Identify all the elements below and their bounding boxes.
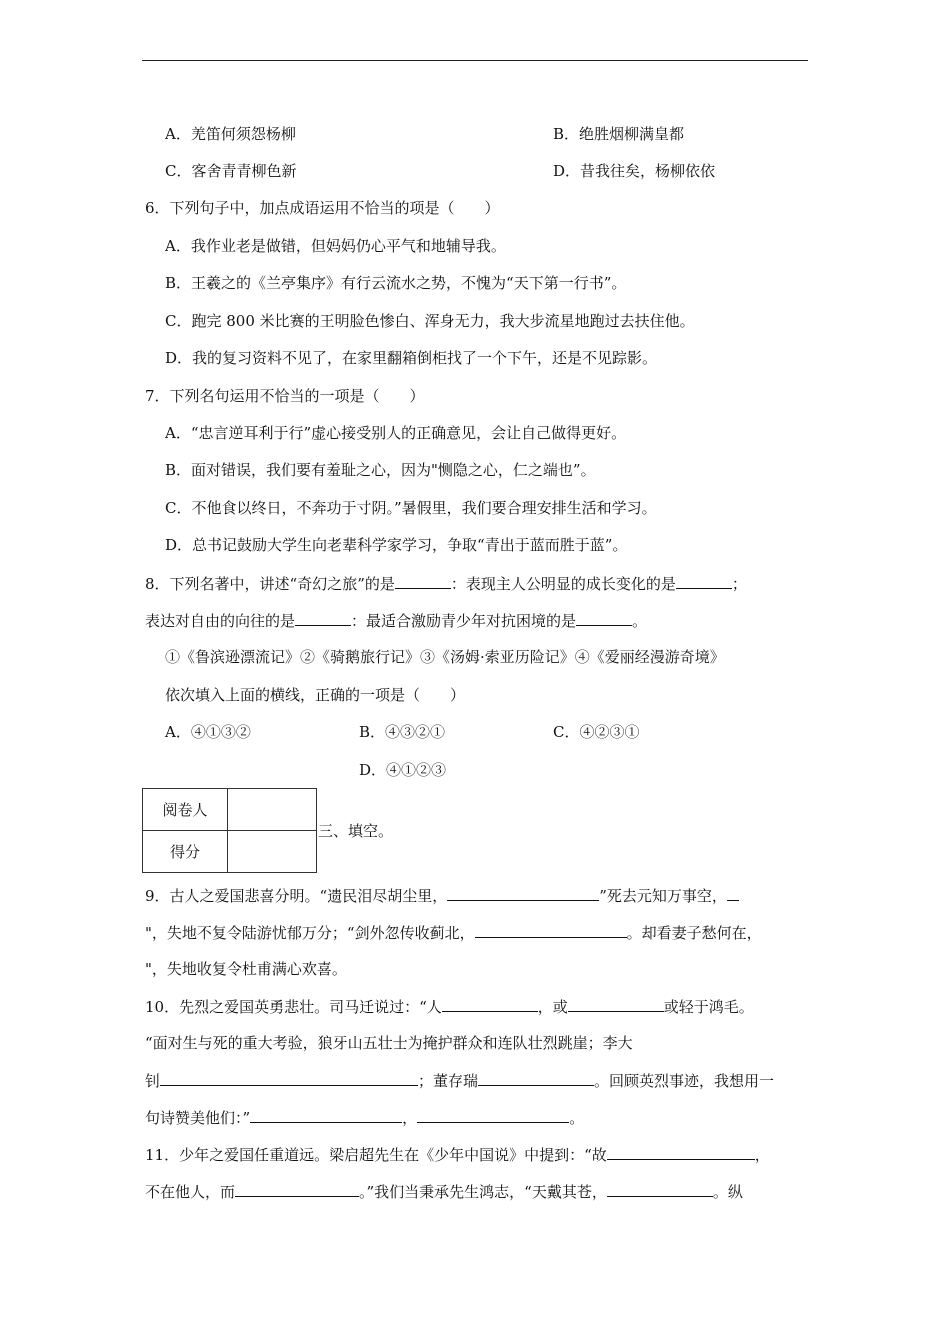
- q7-option-a: A．“忠言逆耳利于行”虚心接受别人的正确意见，会让自己做得更好。: [165, 424, 627, 442]
- q8-blank-2[interactable]: [676, 573, 732, 589]
- q10-line-1: [145, 996, 754, 1017]
- q5-option-a: A．羌笛何须怨杨柳: [165, 125, 296, 143]
- q10-blank-1[interactable]: [442, 996, 538, 1012]
- q8-books: ①《鲁滨逊漂流记》②《骑鹅旅行记》③《汤姆·索亚历险记》④《爱丽经漫游奇境》: [165, 648, 725, 666]
- q11-line-2: [145, 1181, 743, 1202]
- header-rule: [142, 60, 808, 61]
- q9-line-1: [145, 885, 739, 906]
- section-title: 三、填空。: [318, 822, 394, 840]
- q8-text: 表达对自由的向往的是: [145, 612, 296, 630]
- q9-line-3: "，失地收复令杜甫满心欢喜。: [145, 960, 347, 978]
- q8-blank-3[interactable]: [295, 610, 351, 626]
- q8-option-b: B．④③②①: [359, 723, 446, 741]
- q9-line-2: [145, 922, 762, 943]
- q10-text: ，或: [537, 998, 568, 1016]
- score-label: 得分: [143, 831, 228, 873]
- q8-text: 。: [632, 612, 648, 630]
- q10-text: 钊: [145, 1072, 161, 1090]
- q11-line-1: [145, 1144, 770, 1165]
- q8-blank-4[interactable]: [576, 610, 632, 626]
- q10-text: 或轻于鸿毛。: [663, 998, 754, 1016]
- q8-line-1: [145, 573, 747, 594]
- q8-text: ：表现主人公明显的成长变化的是: [450, 575, 676, 593]
- q10-text: 句诗赞美他们：”: [145, 1109, 251, 1127]
- q10-text: ，: [402, 1109, 418, 1127]
- q10-line-4: [145, 1107, 584, 1128]
- q11-text: 不在他人，而: [145, 1183, 236, 1201]
- q5-option-c: C．客舍青青柳色新: [165, 162, 297, 180]
- q8-text: ；: [731, 575, 747, 593]
- q10-text: 10．先烈之爱国英勇悲壮。司马迁说过：“人: [145, 998, 442, 1016]
- q7-option-d: D．总书记鼓励大学生向老辈科学家学习，争取“青出于蓝而胜于蓝”。: [165, 536, 628, 554]
- q5-option-b: B．绝胜烟柳满皇都: [553, 125, 685, 143]
- q8-option-d: D．④①②③: [359, 761, 447, 779]
- q9-text: "，失地不复令陆游忧郁万分；“剑外忽传收蓟北，: [145, 924, 475, 942]
- q5-option-d: D．昔我往矣，杨柳依依: [553, 162, 716, 180]
- q11-blank-1[interactable]: [607, 1144, 755, 1160]
- q6-option-c: C．跑完 800 米比赛的王明脸色惨白、浑身无力，我大步流星地跑过去扶住他。: [165, 312, 695, 330]
- q8-text: ：最适合激励青少年对抗困境的是: [351, 612, 577, 630]
- q11-text: 。”我们当秉承先生鸿志，“天戴其苍，: [359, 1183, 607, 1201]
- q10-text: 。: [569, 1109, 585, 1127]
- q11-text: 11．少年之爱国任重道远。梁启超先生在《少年中国说》中提到：“故: [145, 1146, 607, 1164]
- q6-option-a: A．我作业老是做错，但妈妈仍心平气和地辅导我。: [165, 237, 506, 255]
- q6-option-d: D．我的复习资料不见了，在家里翻箱倒柜找了一个下午，还是不见踪影。: [165, 349, 658, 367]
- q10-blank-6[interactable]: [417, 1107, 569, 1123]
- q8-text: 8．下列名著中，讲述“奇幻之旅”的是: [145, 575, 395, 593]
- reviewer-cell[interactable]: [228, 789, 317, 831]
- q11-text: ，: [754, 1146, 770, 1164]
- q8-option-a: A．④①③②: [165, 723, 251, 741]
- q7-option-b: B．面对错误，我们要有羞耻之心，因为"恻隐之心，仁之端也”。: [165, 461, 596, 479]
- q10-blank-2[interactable]: [568, 996, 664, 1012]
- q8-prompt: 依次填入上面的横线，正确的一项是（ ）: [165, 686, 466, 704]
- q8-line-2: [145, 610, 647, 631]
- q9-text: 。却看妻子愁何在，: [626, 924, 762, 942]
- reviewer-label: 阅卷人: [143, 789, 228, 831]
- q10-text: ；董存瑞: [418, 1072, 479, 1090]
- q10-blank-4[interactable]: [478, 1070, 594, 1086]
- q8-option-c: C．④②③①: [553, 723, 640, 741]
- q6-stem: 6．下列句子中，加点成语运用不恰当的项是（ ）: [145, 199, 500, 217]
- q9-text: ”死去元知万事空，: [599, 887, 727, 905]
- q11-blank-3[interactable]: [607, 1181, 713, 1197]
- q7-option-c: C．不他食以终日，不奔功于寸阴。”暑假里，我们要合理安排生活和学习。: [165, 499, 657, 517]
- q10-line-2: “面对生与死的重大考验，狼牙山五壮士为掩护群众和连队壮烈跳崖；李大: [145, 1034, 633, 1052]
- score-box: [142, 788, 317, 873]
- q10-blank-3[interactable]: [160, 1070, 418, 1086]
- q10-text: 。回顾英烈事迹，我想用一: [594, 1072, 775, 1090]
- q9-blank-1[interactable]: [447, 885, 599, 901]
- q10-line-3: [145, 1070, 774, 1091]
- q9-text: 9．古人之爱国悲喜分明。“遗民泪尽胡尘里，: [145, 887, 448, 905]
- q10-blank-5[interactable]: [250, 1107, 402, 1123]
- q8-blank-1[interactable]: [395, 573, 451, 589]
- q11-blank-2[interactable]: [235, 1181, 359, 1197]
- q11-text: 。纵: [712, 1183, 743, 1201]
- q7-stem: 7．下列名句运用不恰当的一项是（ ）: [145, 387, 425, 405]
- q9-blank-3[interactable]: [475, 922, 627, 938]
- score-cell[interactable]: [228, 831, 317, 873]
- q6-option-b: B．王羲之的《兰亭集序》有行云流水之势，不愧为“天下第一行书”。: [165, 274, 627, 292]
- q9-blank-2[interactable]: [727, 885, 739, 901]
